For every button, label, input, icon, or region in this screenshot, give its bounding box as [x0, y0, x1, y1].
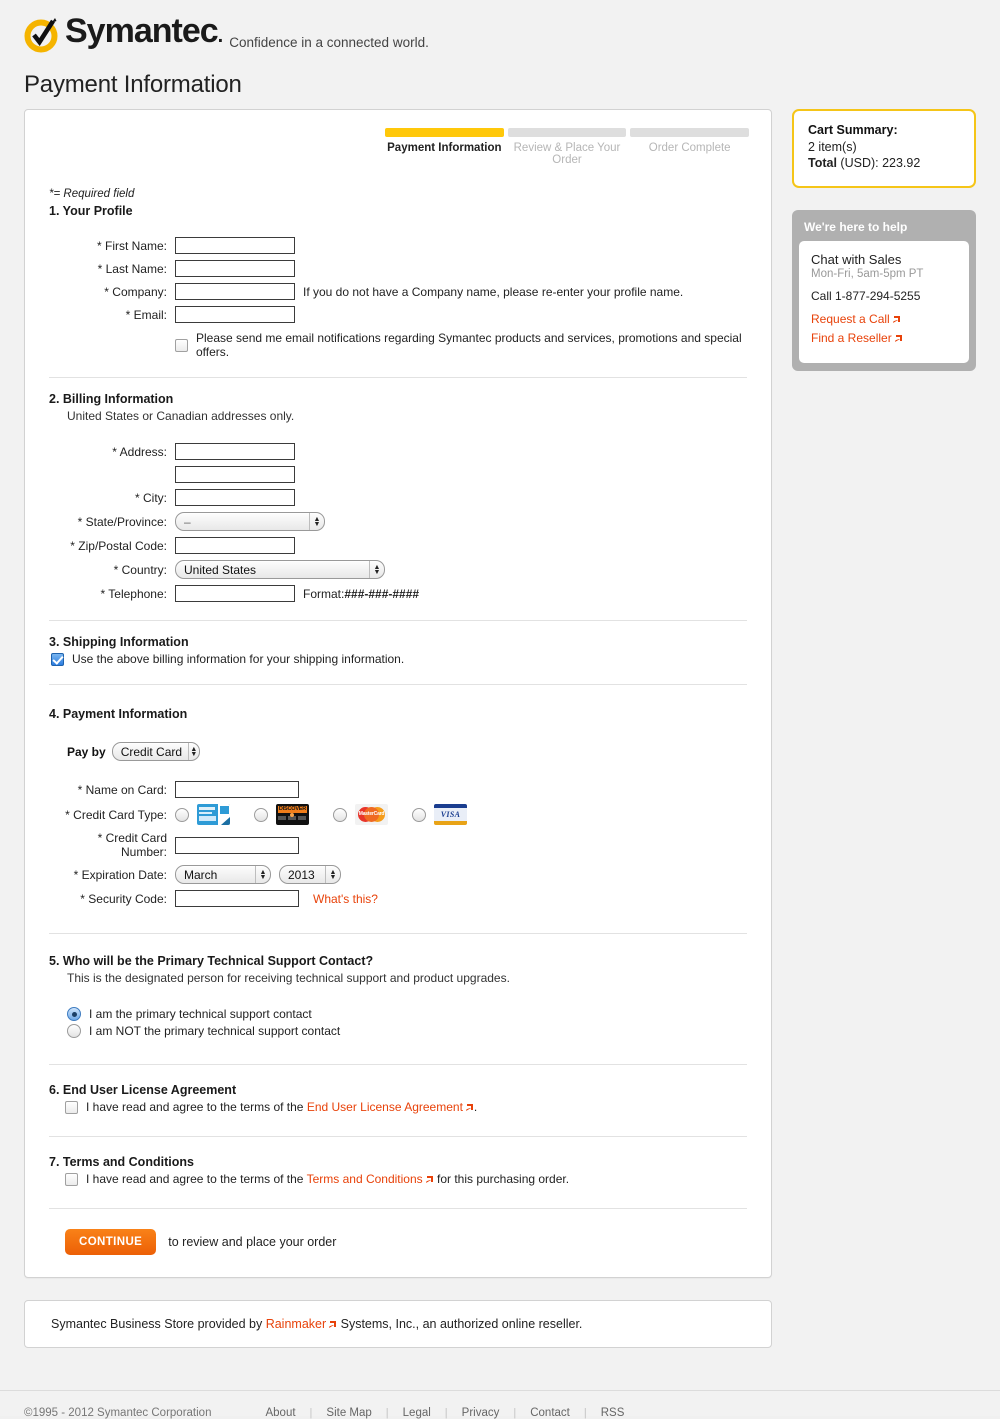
field-row-telephone	[49, 585, 747, 602]
site-header	[0, 0, 1000, 53]
footer-link-about[interactable]: About	[265, 1407, 296, 1419]
section-support-contact	[49, 934, 747, 1038]
card-type-label: * Credit Card Type:	[65, 807, 167, 822]
country-label: * Country:	[113, 562, 167, 577]
reseller-text-after: Systems, Inc., an authorized online reseller.	[337, 1317, 583, 1331]
section-heading-shipping: 3. Shipping Information	[49, 635, 189, 649]
footer-link-legal[interactable]: Legal	[402, 1407, 431, 1419]
required-field-note: *= Required field	[49, 188, 135, 200]
state-province-value: –	[184, 514, 191, 529]
field-row-last-name	[49, 260, 747, 277]
american-express-icon	[197, 804, 230, 825]
site-footer	[0, 1390, 1000, 1419]
eula-agree-row	[65, 1100, 747, 1114]
country-value: United States	[184, 562, 257, 577]
address-line1-input[interactable]	[175, 443, 295, 460]
discover-icon	[276, 804, 309, 825]
field-row-card-type	[49, 804, 747, 825]
footer-nav	[251, 1407, 638, 1419]
help-box-inner	[799, 241, 969, 363]
field-row-email-optin	[49, 331, 747, 359]
cart-total-row	[808, 156, 960, 170]
field-row-first-name	[49, 237, 747, 254]
section-payment	[49, 685, 747, 907]
content-layout	[0, 109, 1000, 1278]
card-type-option-american-express[interactable]	[175, 804, 230, 825]
request-a-call-row	[811, 312, 957, 326]
section-heading-payment: 4. Payment Information	[49, 707, 188, 721]
email-input[interactable]	[175, 306, 295, 323]
shipping-same-as-billing-checkbox[interactable]	[51, 653, 64, 666]
footer-link-site-map[interactable]: Site Map	[326, 1407, 372, 1419]
footer-separator: |	[444, 1407, 448, 1419]
first-name-label: * First Name:	[96, 238, 167, 253]
field-row-name-on-card	[49, 781, 747, 798]
field-row-city	[49, 489, 747, 506]
expiration-month-value: March	[184, 867, 218, 882]
telephone-input[interactable]	[175, 585, 295, 602]
cart-summary-title: Cart Summary:	[808, 123, 898, 137]
section-heading-billing: 2. Billing Information	[49, 392, 174, 406]
external-link-icon	[894, 332, 903, 341]
section-heading-eula: 6. End User License Agreement	[49, 1083, 237, 1097]
expiration-month-select[interactable]	[175, 865, 271, 884]
billing-subheading: United States or Canadian addresses only.	[67, 409, 295, 423]
card-number-label: * Credit Card Number:	[97, 831, 167, 859]
support-option-primary[interactable]	[67, 1007, 747, 1021]
cart-item-count: 2 item(s)	[808, 140, 857, 154]
find-a-reseller-row	[811, 331, 957, 345]
section-heading-support-contact: 5. Who will be the Primary Technical Support Contact?	[49, 954, 374, 968]
last-name-label: * Last Name:	[97, 261, 167, 276]
eula-link[interactable]: End User License Agreement	[306, 1100, 463, 1114]
telephone-hint-format: ###-###-####	[344, 586, 420, 601]
card-type-option-discover[interactable]	[254, 804, 309, 825]
cart-summary-box	[792, 109, 976, 188]
mastercard-wordmark: MasterCard	[358, 811, 385, 817]
pay-by-select[interactable]	[112, 742, 200, 761]
expiration-year-value: 2013	[288, 867, 315, 882]
field-row-zip	[49, 537, 747, 554]
chevron-updown-icon: ▲ ▼	[255, 866, 270, 883]
support-option-not-primary[interactable]	[67, 1024, 747, 1038]
brand-wordmark	[65, 14, 222, 53]
shipping-same-as-billing-row	[51, 652, 747, 666]
card-number-input[interactable]	[175, 837, 299, 854]
chevron-updown-icon: ▲ ▼	[309, 513, 324, 530]
terms-text-after: for this purchasing order.	[433, 1172, 570, 1186]
footer-separator: |	[309, 1407, 313, 1419]
pay-by-value: Credit Card	[120, 744, 183, 759]
company-hint: If you do not have a Company name, please re-enter your profile name.	[303, 284, 684, 299]
chat-hours: Mon-Fri, 5am-5pm PT	[811, 268, 924, 280]
terms-link[interactable]: Terms and Conditions	[306, 1172, 423, 1186]
name-on-card-label: * Name on Card:	[77, 782, 167, 797]
progress-bar-track	[385, 128, 749, 137]
country-select[interactable]	[175, 560, 385, 579]
footer-link-rss[interactable]: RSS	[600, 1407, 625, 1419]
first-name-input[interactable]	[175, 237, 295, 254]
card-type-option-mastercard[interactable]	[333, 804, 388, 825]
visa-wordmark: VISA	[440, 810, 461, 819]
card-type-radio-american-express[interactable]	[175, 808, 189, 822]
visa-icon	[434, 804, 467, 825]
address-label: * Address:	[112, 444, 167, 459]
progress-step-order-complete: Order Complete	[648, 142, 731, 154]
field-row-expiration	[49, 865, 747, 884]
section-divider-7	[49, 1208, 747, 1209]
footer-separator: |	[513, 1407, 517, 1419]
discover-wordmark: DISCOVER	[278, 806, 307, 812]
company-input[interactable]	[175, 283, 295, 300]
section-heading-terms: 7. Terms and Conditions	[49, 1155, 194, 1169]
whats-this-link[interactable]: What's this?	[313, 891, 378, 906]
section-eula	[49, 1065, 747, 1114]
footer-link-privacy[interactable]: Privacy	[461, 1407, 500, 1419]
reseller-strip	[24, 1300, 772, 1348]
chevron-updown-icon: ▲ ▼	[188, 743, 199, 760]
section-heading-profile: 1. Your Profile	[49, 204, 133, 218]
progress-segment-2	[508, 128, 627, 137]
state-label: * State/Province:	[77, 514, 167, 529]
checkout-form-card	[24, 109, 772, 1278]
section-terms	[49, 1137, 747, 1186]
field-row-state	[49, 512, 747, 531]
progress-step-payment-information: Payment Information	[387, 142, 502, 154]
progress-segment-3	[630, 128, 749, 137]
expiration-label: * Expiration Date:	[73, 867, 167, 882]
rainmaker-link[interactable]: Rainmaker	[265, 1317, 327, 1331]
chevron-updown-icon: ▲ ▼	[369, 561, 384, 578]
support-radio-primary[interactable]	[67, 1007, 81, 1021]
email-optin-label: Please send me email notifications regarding Symantec products and services, promotions and special offers.	[196, 331, 742, 359]
support-subheading: This is the designated person for receiving technical support and product upgrades.	[67, 971, 510, 985]
city-input[interactable]	[175, 489, 295, 506]
brand-tagline: Confidence in a connected world.	[229, 35, 429, 50]
brand-name-suffix: .	[217, 25, 223, 47]
checkout-progress	[25, 110, 771, 166]
shipping-same-as-billing-label: Use the above billing information for your shipping information.	[72, 652, 405, 666]
external-link-icon	[892, 313, 901, 322]
external-link-icon	[328, 1318, 337, 1327]
terms-text-before: I have read and agree to the terms of the	[86, 1172, 307, 1186]
progress-labels	[385, 142, 749, 166]
continue-button[interactable]: CONTINUE	[65, 1229, 156, 1255]
security-code-input[interactable]	[175, 890, 299, 907]
field-row-email	[49, 306, 747, 323]
form-body	[25, 188, 771, 1255]
external-link-icon	[465, 1101, 474, 1110]
company-label: * Company:	[104, 284, 167, 299]
cart-total-label: Total	[808, 156, 837, 170]
field-row-pay-by	[67, 742, 747, 761]
last-name-input[interactable]	[175, 260, 295, 277]
request-a-call-link[interactable]: Request a Call	[811, 312, 890, 326]
card-type-option-visa[interactable]	[412, 804, 467, 825]
address-line2-input[interactable]	[175, 466, 295, 483]
continue-row	[49, 1229, 747, 1255]
city-label: * City:	[134, 490, 167, 505]
footer-separator: |	[583, 1407, 587, 1419]
brand-name: Symantec	[65, 12, 218, 50]
state-province-select[interactable]	[175, 512, 325, 531]
help-box-header: We're here to help	[804, 220, 908, 234]
zip-label: * Zip/Postal Code:	[70, 538, 167, 553]
continue-trailing-text: to review and place your order	[168, 1235, 337, 1249]
terms-agree-row	[65, 1172, 747, 1186]
field-row-address	[49, 443, 747, 460]
page-title: Payment Information	[24, 71, 242, 98]
progress-segment-1	[385, 128, 504, 137]
footer-separator: |	[385, 1407, 389, 1419]
find-a-reseller-link[interactable]: Find a Reseller	[811, 331, 892, 345]
email-label: * Email:	[125, 307, 167, 322]
mastercard-icon	[355, 804, 388, 825]
field-row-company	[49, 283, 747, 300]
cart-total-currency: (USD):	[836, 156, 883, 170]
telephone-label: * Telephone:	[100, 586, 167, 601]
eula-text-before: I have read and agree to the terms of the	[86, 1100, 307, 1114]
pay-by-label: Pay by	[67, 744, 106, 759]
support-option-primary-label: I am the primary technical support contact	[89, 1007, 312, 1021]
support-radio-not-primary[interactable]	[67, 1024, 81, 1038]
symantec-check-logo-icon	[24, 15, 62, 53]
eula-agree-text	[86, 1100, 477, 1114]
email-optin-checkbox[interactable]	[175, 339, 188, 352]
card-type-radio-visa[interactable]	[412, 808, 426, 822]
chat-with-sales-title[interactable]: Chat with Sales	[811, 252, 902, 267]
footer-link-contact[interactable]: Contact	[530, 1407, 570, 1419]
zip-postal-input[interactable]	[175, 537, 295, 554]
progress-step-review-place-order: Review & Place Your Order	[513, 142, 621, 166]
terms-agree-checkbox[interactable]	[65, 1173, 78, 1186]
field-row-address2	[49, 466, 747, 483]
field-row-card-number	[49, 831, 747, 859]
terms-agree-text	[86, 1172, 569, 1186]
cart-total-value: 223.92	[882, 156, 921, 170]
external-link-icon	[425, 1173, 434, 1182]
section-billing	[49, 378, 747, 602]
field-row-security-code	[49, 890, 747, 907]
chevron-updown-icon: ▲ ▼	[325, 866, 340, 883]
eula-text-after: .	[473, 1100, 478, 1114]
help-box	[792, 210, 976, 371]
section-shipping	[49, 621, 747, 666]
card-type-radio-discover[interactable]	[254, 808, 268, 822]
card-type-radio-mastercard[interactable]	[333, 808, 347, 822]
security-code-label: * Security Code:	[80, 891, 167, 906]
reseller-text-before: Symantec Business Store provided by	[51, 1317, 266, 1331]
sidebar	[792, 109, 976, 371]
expiration-year-select[interactable]	[279, 865, 341, 884]
name-on-card-input[interactable]	[175, 781, 299, 798]
copyright-text: ©1995 - 2012 Symantec Corporation	[24, 1407, 212, 1419]
field-row-country	[49, 560, 747, 579]
eula-agree-checkbox[interactable]	[65, 1101, 78, 1114]
support-option-not-primary-label: I am NOT the primary technical support contact	[89, 1024, 341, 1038]
sales-phone-number: Call 1-877-294-5255	[811, 289, 921, 303]
telephone-hint-prefix: Format:	[303, 586, 345, 601]
